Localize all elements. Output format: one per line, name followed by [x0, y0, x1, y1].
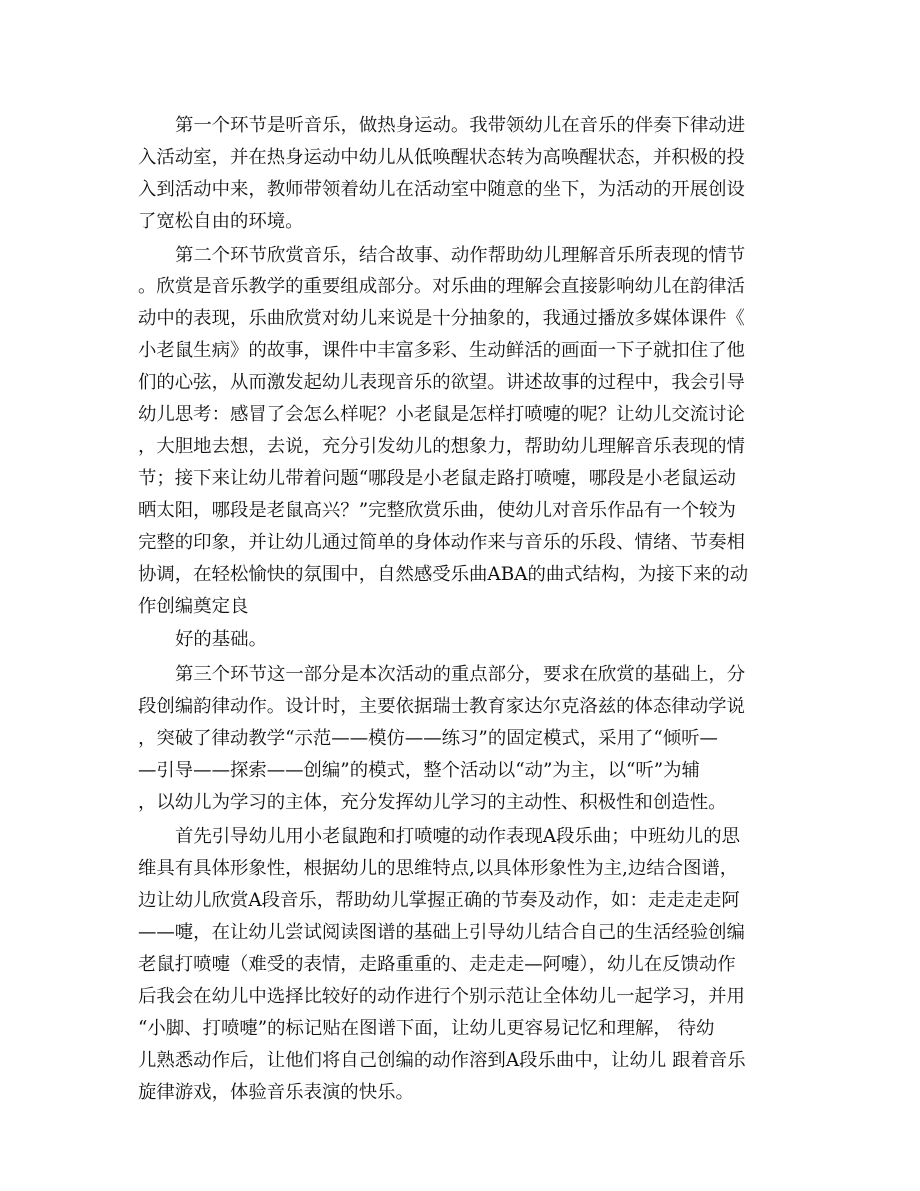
text-line: 段创编韵律动作。设计时，主要依据瑞士教育家达尔克洛兹的体态律动学说	[138, 696, 745, 717]
text-line: 完整的印象，并让幼儿通过简单的身体动作来与音乐的乐段、情绪、节奏相	[138, 532, 745, 553]
text-line: 节；接下来让幼儿带着问题“哪段是小老鼠走路打喷嚏，哪段是小老鼠运动	[138, 468, 736, 489]
text-line: 第一个环节是听音乐，做热身运动。我带领幼儿在音乐的伴奏下律动进	[175, 115, 746, 136]
text-line: 首先引导幼儿用小老鼠跑和打喷嚏的动作表现A段乐曲；中班幼儿的思	[175, 826, 741, 847]
text-line: 。欣赏是音乐教学的重要组成部分。对乐曲的理解会直接影响幼儿在韵律活	[138, 276, 745, 297]
text-line: 幼儿思考：感冒了会怎么样呢？小老鼠是怎样打喷嚏的呢？让幼儿交流讨论	[138, 404, 745, 425]
text-line: 们的心弦，从而激发起幼儿表现音乐的欲望。讲述故事的过程中，我会引导	[138, 372, 745, 393]
text-line: ，以幼儿为学习的主体，充分发挥幼儿学习的主动性、积极性和创造性。	[138, 792, 727, 813]
text-line: ，大胆地去想，去说，充分引发幼儿的想象力，帮助幼儿理解音乐表现的情	[138, 436, 745, 457]
text-line: ，突破了律动教学“示范——模仿——练习”的固定模式，采用了“倾听—	[138, 728, 718, 749]
text-line: 动中的表现，乐曲欣赏对幼儿来说是十分抽象的，我通过播放多媒体课件《	[138, 308, 745, 329]
text-line: 入活动室，并在热身运动中幼儿从低唤醒状态转为高唤醒状态，并积极的投	[138, 147, 745, 168]
text-line: 第二个环节欣赏音乐，结合故事、动作帮助幼儿理解音乐所表现的情节	[175, 245, 746, 266]
text-line: 老鼠打喷嚏（难受的表情，走路重重的、走走走—阿嚏），幼儿在反馈动作	[138, 954, 736, 975]
text-line: —引导——探索——创编”的模式，整个活动以“动”为主，以“听”为辅	[138, 760, 700, 781]
text-line: ——嚏，在让幼儿尝试阅读图谱的基础上引导幼儿结合自己的生活经验创编	[138, 922, 745, 943]
text-line: 儿熟悉动作后，让他们将自己创编的动作溶到A段乐曲中，让幼儿 跟着音乐	[138, 1050, 746, 1071]
text-line: 小老鼠生病》的故事，课件中丰富多彩、生动鲜活的画面一下子就扣住了他	[138, 340, 745, 361]
text-line: 好的基础。	[175, 629, 267, 650]
text-line: 作创编奠定良	[138, 596, 249, 617]
text-line: 第三个环节这一部分是本次活动的重点部分，要求在欣赏的基础上，分	[175, 664, 746, 685]
text-line: 协调，在轻松愉快的氛围中，自然感受乐曲ABA的曲式结构，为接下来的动	[138, 564, 749, 585]
text-line: 入到活动中来，教师带领着幼儿在活动室中随意的坐下，为活动的开展创设	[138, 179, 745, 200]
text-line: 边让幼儿欣赏A段音乐，帮助幼儿掌握正确的节奏及动作，如：走走走走阿	[138, 890, 740, 911]
text-line: 旋律游戏，体验音乐表演的快乐。	[138, 1082, 414, 1103]
text-line: “小脚、打喷嚏”的标记贴在图谱下面，让幼儿更容易记忆和理解， 待幼	[138, 1018, 715, 1039]
text-line: 维具有具体形象性，根据幼儿的思维特点,以具体形象性为主,边结合图谱，	[138, 858, 739, 879]
text-line: 晒太阳，哪段是老鼠高兴？”完整欣赏乐曲，使幼儿对音乐作品有一个较为	[138, 500, 736, 521]
text-line: 了宽松自由的环境。	[138, 211, 304, 232]
text-line: 后我会在幼儿中选择比较好的动作进行个别示范让全体幼儿一起学习，并用	[138, 986, 745, 1007]
